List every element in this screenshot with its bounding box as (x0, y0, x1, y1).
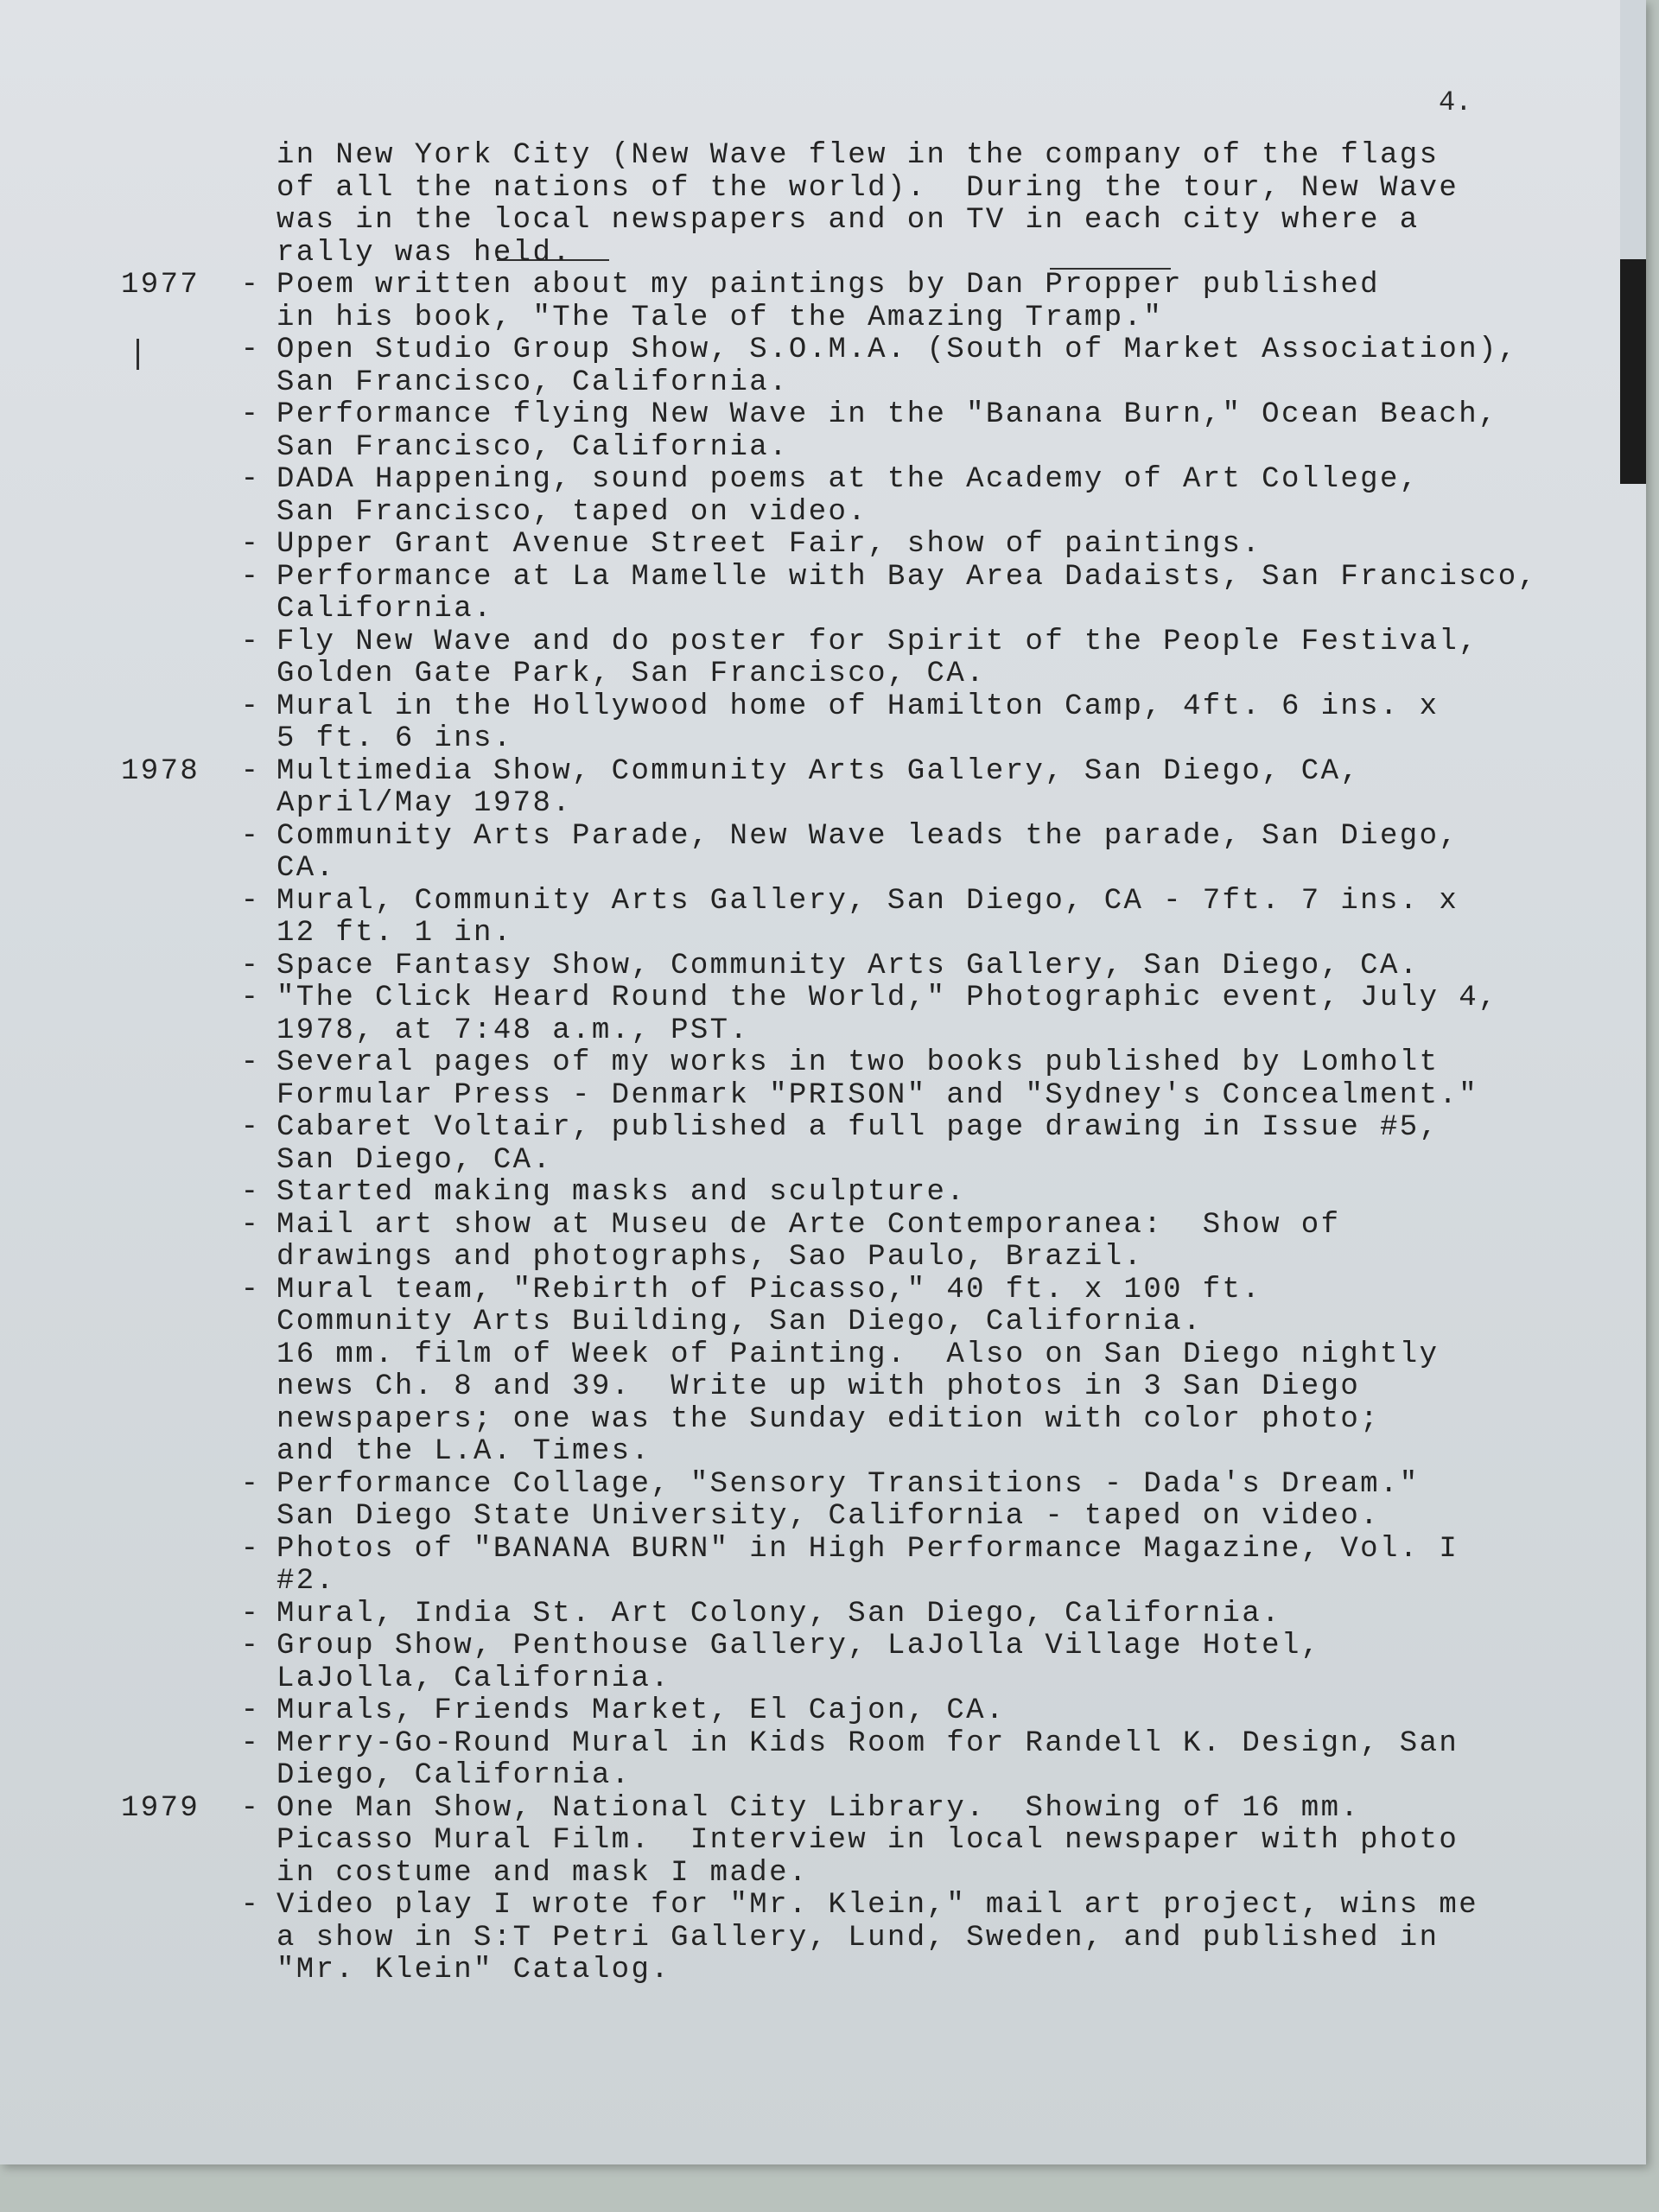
entry-dash: - (240, 982, 261, 1014)
list-item (121, 1177, 1590, 1210)
entry-dash: - (240, 1532, 261, 1566)
entry-text: Space Fantasy Show, Community Arts Gallery, San Diego, CA. (276, 949, 1420, 982)
entry-dash: - (240, 884, 261, 918)
entry-dash: - (240, 528, 261, 561)
list-item (121, 756, 1590, 821)
entry-text: Photos of "BANANA BURN" in High Performance Magazine, Vol. I #2. (276, 1532, 1459, 1598)
entry-year (121, 529, 225, 562)
entry-dash: - (240, 1889, 261, 1922)
entry-text: Performance at La Mamelle with Bay Area Dadaists, San Francisco, California. (276, 560, 1538, 626)
entry-year (121, 821, 225, 886)
entry-text: Cabaret Voltair, published a full page drawing in Issue #5, San Diego, CA. (276, 1111, 1440, 1177)
entry-dash: - (240, 690, 261, 723)
entry-year (121, 886, 225, 950)
entry-text: Started making masks and sculpture. (276, 1176, 967, 1209)
list-item (121, 982, 1590, 1047)
list-item (121, 529, 1590, 562)
entry-year: 1977 (121, 269, 200, 302)
entry-dash: - (240, 1467, 261, 1501)
entry-text: Multimedia Show, Community Arts Gallery, San Diego, CA, April/May 1978. (276, 754, 1361, 820)
entry-year (121, 464, 225, 529)
list-item (121, 1534, 1590, 1599)
entry-text: Community Arts Parade, New Wave leads the parade, San Diego, CA. (276, 819, 1459, 885)
entry-text: Mural in the Hollywood home of Hamilton Camp, 4ft. 6 ins. x 5 ft. 6 ins. (276, 690, 1440, 755)
entry-dash: - (240, 269, 261, 302)
entry-year (121, 334, 225, 399)
list-item (121, 1047, 1590, 1112)
entry-dash: - (240, 1208, 261, 1242)
entry-text: Video play I wrote for "Mr. Klein," mail art project, wins me a show in S:T Petri Gallery, Lund, Sweden, and published in "Mr. Klein" Catalog. (276, 1889, 1479, 1986)
entry-year (121, 626, 225, 691)
entry-dash: - (240, 1630, 261, 1662)
entry-year: 1979 (121, 1791, 200, 1825)
entry-dash: - (240, 1176, 261, 1209)
entry-year (121, 1112, 225, 1177)
document-body (121, 140, 1590, 1987)
entry-dash: - (240, 949, 261, 982)
entry-text: Fly New Wave and do poster for Spirit of the People Festival, Golden Gate Park, San Francisco, CA. (276, 625, 1479, 690)
entry-year (121, 1047, 225, 1112)
page-edge (1620, 0, 1646, 259)
entry-dash: - (240, 1694, 261, 1727)
list-item (121, 1599, 1590, 1631)
entry-dash: - (240, 1046, 261, 1079)
entry-dash: - (240, 560, 261, 594)
entry-text: One Man Show, National City Library. Showing of 16 mm. Picasso Mural Film. Interview in local newspaper with photo in costume and mask I made. (276, 1791, 1459, 1890)
entry-year (121, 1274, 225, 1469)
entry-dash: - (240, 463, 261, 496)
entry-year (121, 1890, 225, 1987)
entry-dash: - (240, 1597, 261, 1630)
entry-dash: - (240, 625, 261, 658)
list-item (121, 1890, 1590, 1987)
list-item (121, 691, 1590, 756)
intro-paragraph (121, 140, 1590, 270)
list-item (121, 464, 1590, 529)
entry-year (121, 1177, 225, 1210)
entry-text: Mural, India St. Art Colony, San Diego, California. (276, 1597, 1281, 1630)
entry-text: Mural, Community Arts Gallery, San Diego, CA - 7ft. 7 ins. x 12 ft. 1 in. (276, 884, 1459, 950)
entry-year (121, 562, 225, 626)
list-item (121, 821, 1590, 886)
list-item (121, 1728, 1590, 1793)
entry-year (121, 1599, 225, 1631)
list-item (121, 1274, 1590, 1469)
entry-text: Poem written about my paintings by Dan Propper published in his book, "The Tale of the Amazing Tramp." (276, 269, 1380, 334)
intro-text: in New York City (New Wave flew in the company of the flags of all the nations of the world). During the tour, New Wave was in the local newspapers and on TV in each city where a rally was held. (276, 139, 1459, 270)
entry-dash: - (240, 1273, 261, 1306)
entry-text: Group Show, Penthouse Gallery, LaJolla Village Hotel, LaJolla, California. (276, 1630, 1321, 1695)
list-item (121, 1630, 1590, 1695)
entry-year (121, 399, 225, 464)
entry-text: Upper Grant Avenue Street Fair, show of paintings. (276, 528, 1262, 561)
list-item (121, 334, 1590, 399)
entry-text: Mural team, "Rebirth of Picasso," 40 ft. x 100 ft. Community Arts Building, San Diego, California. 16 mm. film of Week of Painting. Also on San Diego nightly news Ch. 8 and 39. Write up with photos in 3 San Diego newspapers; one was the Sunday edition with color photo; and the L.A. Times. (276, 1273, 1440, 1468)
list-item (121, 886, 1590, 950)
list-item (121, 1112, 1590, 1177)
entry-year (121, 950, 225, 983)
list-item (121, 1469, 1590, 1534)
entry-dash: - (240, 1111, 261, 1144)
entry-text: Several pages of my works in two books published by Lomholt Formular Press - Denmark "PRISON" and "Sydney's Concealment." (276, 1046, 1479, 1112)
entry-text: DADA Happening, sound poems at the Academy of Art College, San Francisco, taped on video. (276, 463, 1420, 529)
entry-text: Performance flying New Wave in the "Banana Burn," Ocean Beach, San Francisco, California. (276, 398, 1498, 464)
list-item (121, 399, 1590, 464)
entry-year (121, 1728, 225, 1793)
page-number: 4. (1439, 86, 1472, 118)
entry-year (121, 1630, 225, 1695)
entry-dash: - (240, 398, 261, 431)
entry-dash: - (240, 1726, 261, 1760)
entry-year: 1978 (121, 754, 200, 788)
entry-text: Open Studio Group Show, S.O.M.A. (South of Market Association), San Francisco, California. (276, 334, 1518, 399)
entry-dash: - (240, 819, 261, 853)
entry-dash: - (240, 334, 261, 366)
entry-dash: - (240, 754, 261, 788)
entry-year (121, 691, 225, 756)
entry-year (121, 1469, 225, 1534)
entry-year (121, 982, 225, 1047)
entry-text: Murals, Friends Market, El Cajon, CA. (276, 1694, 1006, 1727)
list-item (121, 950, 1590, 983)
entry-year (121, 1695, 225, 1728)
list-item (121, 1793, 1590, 1891)
list-item (121, 562, 1590, 626)
dark-edge-strip (1620, 259, 1646, 484)
list-item (121, 626, 1590, 691)
entry-list (121, 270, 1590, 1987)
entry-text: "The Click Heard Round the World," Photographic event, July 4, 1978, at 7:48 a.m., PST. (276, 982, 1498, 1047)
list-item (121, 1210, 1590, 1274)
list-item (121, 1695, 1590, 1728)
list-item (121, 270, 1590, 334)
entry-text: Performance Collage, "Sensory Transitions - Dada's Dream." San Diego State University, California - taped on video. (276, 1467, 1420, 1533)
entry-text: Merry-Go-Round Mural in Kids Room for Randell K. Design, San Diego, California. (276, 1726, 1459, 1792)
entry-text: Mail art show at Museu de Arte Contemporanea: Show of drawings and photographs, Sao Paulo, Brazil. (276, 1208, 1341, 1274)
entry-year (121, 1210, 225, 1274)
entry-dash: - (240, 1791, 261, 1825)
entry-year (121, 1534, 225, 1599)
